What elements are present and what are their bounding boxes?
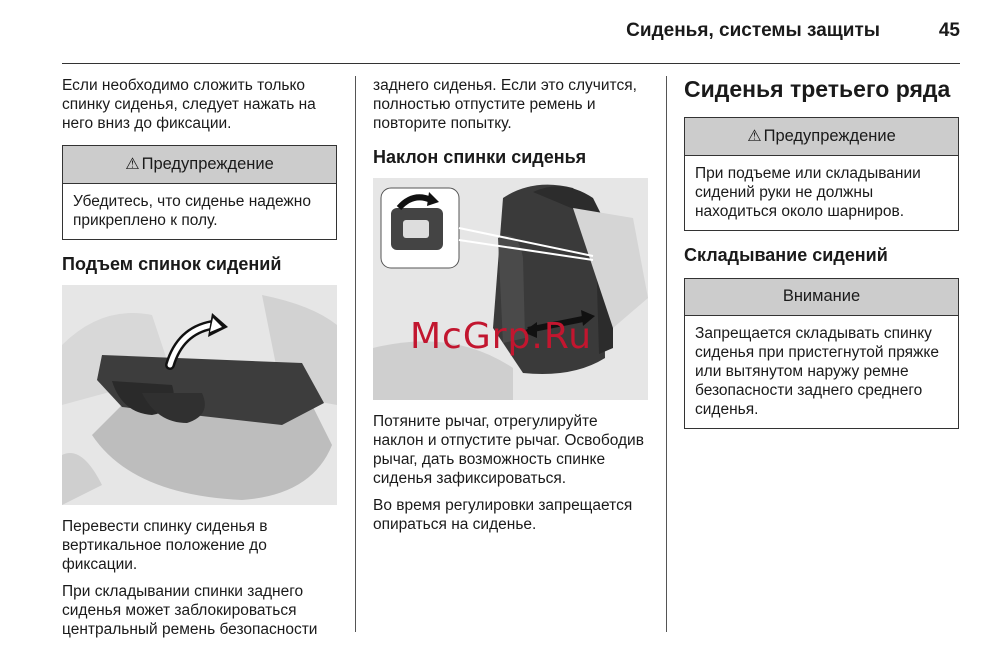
section-heading: Подъем спинок сидений (62, 254, 282, 274)
warning-triangle-icon: ⚠ (747, 128, 762, 145)
warning-box (62, 145, 337, 240)
section-heading: Складывание сидений (684, 245, 888, 265)
watermark: McGrp.Ru (410, 316, 593, 357)
page-section-title: Сиденья третьего ряда (684, 76, 951, 102)
paragraph: Перевести спинку сиденья в вертикальное положение до фиксации. (62, 518, 268, 573)
warning-title: Предупреждение (763, 127, 896, 145)
column-divider (666, 76, 667, 632)
section-heading: Наклон спинки сиденья (373, 147, 587, 167)
paragraph: При складывании спинки заднего сиденья может заблокироваться центральный ремень безопасности (62, 583, 318, 638)
warning-header (63, 146, 336, 184)
caution-header: Внимание (685, 279, 958, 316)
warning-triangle-icon: ⚠ (125, 156, 140, 173)
caution-text: Запрещается складывать спинку сиденья при пристегнутой пряжке или вытянутом наружу ремне безопасности заднего среднего сиденья. (695, 325, 940, 418)
paragraph: Потяните рычаг, отрегулируйте наклон и отпустите рычаг. Освободив рычаг, дать возможность спинке сиденья зафиксироваться. (373, 413, 644, 487)
paragraph: Во время регулировки запрещается опираться на сиденье. (373, 497, 633, 533)
seat-recline-lever-illustration (373, 178, 648, 400)
column-1 (62, 76, 337, 647)
caution-box (684, 278, 959, 429)
warning-box (684, 117, 959, 231)
column-divider (355, 76, 356, 632)
warning-header (685, 118, 958, 156)
paragraph: заднего сиденья. Если это случится, полностью отпустите ремень и повторите попытку. (373, 77, 637, 132)
warning-text: Убедитесь, что сиденье надежно прикреплено к полу. (73, 193, 311, 229)
page-number: 45 (938, 20, 960, 41)
seat-backrest-raise-illustration (62, 285, 337, 505)
column-3 (684, 76, 959, 443)
section-title: Сиденья, системы защиты (626, 20, 880, 41)
warning-title: Предупреждение (141, 155, 274, 173)
warning-text: При подъеме или складывании сидений руки не должны находиться около шарниров. (695, 165, 921, 220)
column-2 (373, 76, 648, 542)
paragraph: Если необходимо сложить только спинку сиденья, следует нажать на него вниз до фиксации. (62, 77, 316, 132)
header-divider (62, 63, 960, 64)
